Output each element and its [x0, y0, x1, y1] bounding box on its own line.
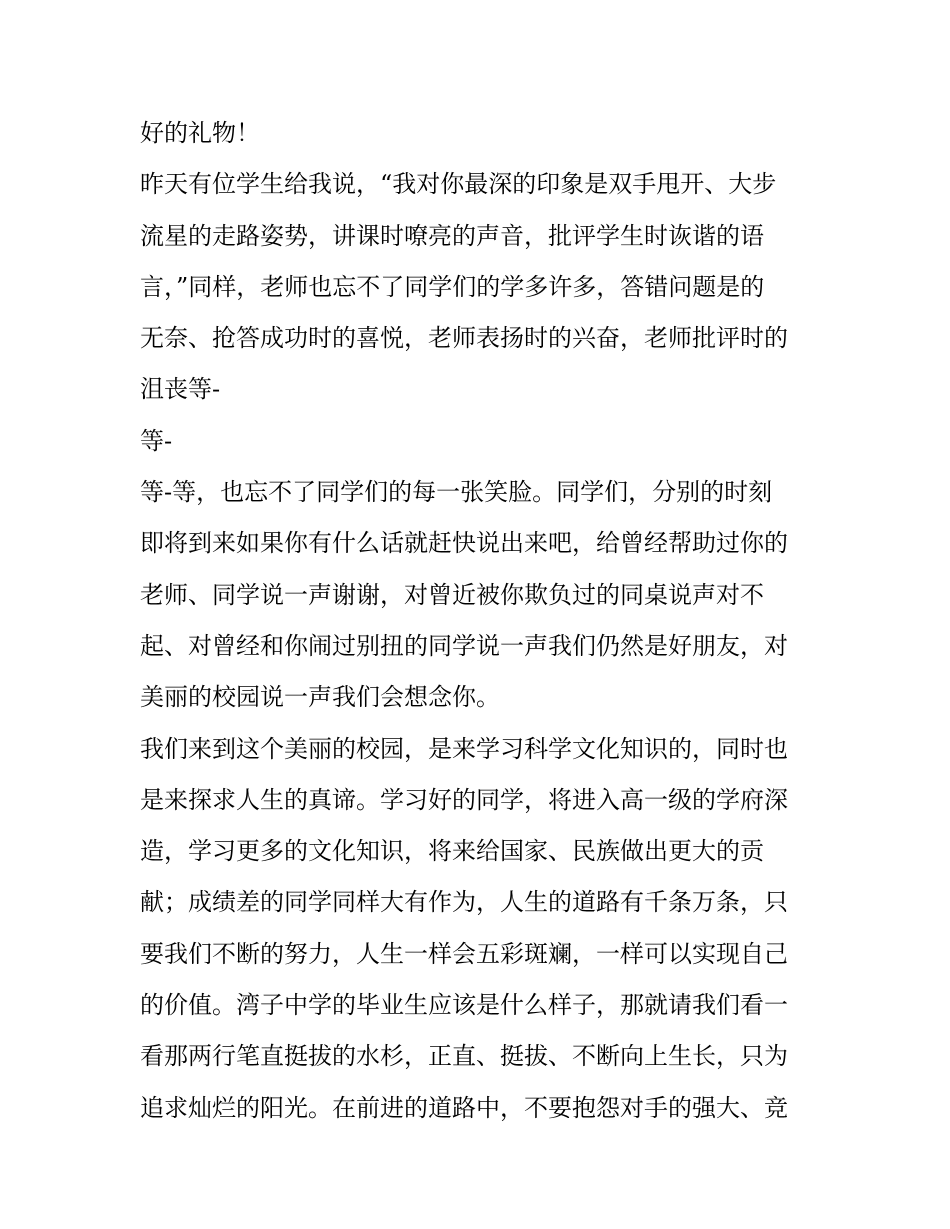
text-line: 好的礼物！ [140, 119, 260, 147]
text-line: 要我们不断的努力，人生一样会五彩斑斓，一样可以实现自己 [140, 939, 788, 968]
text-line: 献；成绩差的同学同样大有作为，人生的道路有千条万条，只 [140, 888, 788, 917]
text-line: 无奈、抢答成功时的喜悦，老师表扬时的兴奋，老师批评时的 [140, 324, 788, 353]
text-line: 等-等，也忘不了同学们的每一张笑脸。同学们，分别的时刻 [140, 478, 773, 507]
text-line: 昨天有位学生给我说，“我对你最深的印象是双手甩开、大步 [140, 170, 777, 199]
text-line: 起、对曾经和你闹过别扭的同学说一声我们仍然是好朋友，对 [140, 631, 788, 660]
text-line: 美丽的校园说一声我们会想念你。 [140, 683, 500, 712]
text-line: 老师、同学说一声谢谢，对曾近被你欺负过的同桌说声对不 [140, 580, 764, 609]
text-line: 看那两行笔直挺拔的水杉，正直、挺拔、不断向上生长，只为 [140, 1042, 788, 1071]
text-line: 造，学习更多的文化知识，将来给国家、民族做出更大的贡 [140, 837, 764, 866]
text-line: 我们来到这个美丽的校园，是来学习科学文化知识的，同时也 [140, 734, 788, 763]
text-line: 等- [140, 426, 173, 455]
text-line: 是来探求人生的真谛。学习好的同学，将进入高一级的学府深 [140, 785, 788, 814]
text-line: 沮丧等- [140, 375, 221, 404]
text-line: 言，”同样，老师也忘不了同学们的学多许多，答错问题是的 [140, 272, 765, 301]
body-text [140, 108, 820, 1134]
text-line: 的价值。湾子中学的毕业生应该是什么样子，那就请我们看一 [140, 991, 788, 1020]
text-line: 追求灿烂的阳光。在前进的道路中，不要抱怨对手的强大、竞 [140, 1093, 788, 1122]
text-line: 流星的走路姿势，讲课时嘹亮的声音，批评学生时诙谐的语 [140, 221, 764, 250]
text-line: 即将到来如果你有什么话就赶快说出来吧，给曾经帮助过你的 [140, 529, 788, 558]
